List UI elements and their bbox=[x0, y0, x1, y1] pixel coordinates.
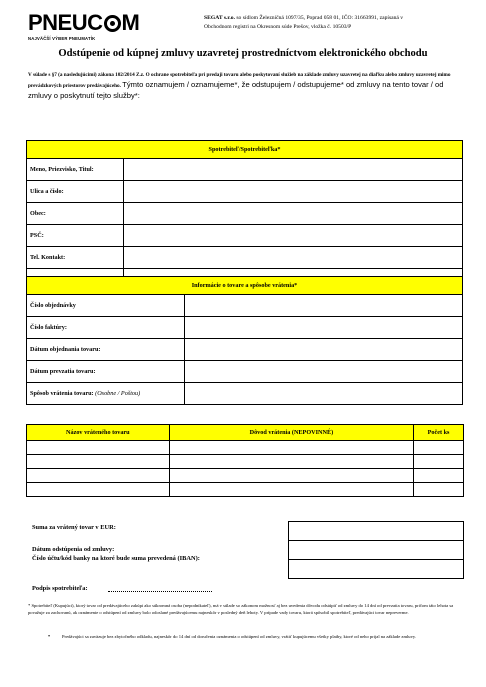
refund-amount-field[interactable] bbox=[289, 522, 464, 541]
goods-name-cell[interactable] bbox=[27, 483, 170, 497]
receipt-date-label: Dátum prevzatia tovaru: bbox=[27, 361, 185, 383]
consumer-zip-label: PSČ: bbox=[27, 225, 124, 247]
withdrawal-date-field[interactable] bbox=[289, 541, 464, 560]
goods-name-cell[interactable] bbox=[27, 469, 170, 483]
withdrawal-date-label: Dátum odstúpenia od zmluvy: bbox=[32, 546, 115, 553]
bullet-icon: • bbox=[48, 634, 51, 640]
table-row bbox=[27, 483, 464, 497]
consumer-street-label: Ulica a číslo: bbox=[27, 181, 124, 203]
table-row bbox=[27, 441, 464, 455]
signature-label: Podpis spotrebiteľa: bbox=[32, 585, 88, 592]
bank-account-field[interactable] bbox=[289, 560, 464, 579]
company-info bbox=[204, 14, 466, 32]
consumer-phone-field[interactable] bbox=[123, 247, 462, 269]
signature-line[interactable] bbox=[108, 591, 212, 592]
quantity-cell[interactable] bbox=[414, 441, 464, 455]
company-name: SEGAT s.r.o. bbox=[204, 15, 235, 21]
company-registry: Obchodnom registri na Okresnom súde Prešov, vložka č. 10503/P bbox=[204, 24, 352, 30]
goods-name-cell[interactable] bbox=[27, 441, 170, 455]
page-header bbox=[28, 12, 464, 46]
consumer-phone-label: Tel. Kontakt: bbox=[27, 247, 124, 269]
goods-info-header: Informácie o tovare a spôsobe vrátenia* bbox=[27, 277, 463, 295]
order-number-label: Číslo objednávky bbox=[27, 295, 185, 317]
goods-info-table bbox=[26, 276, 463, 405]
table-row bbox=[27, 469, 464, 483]
consumer-table-header: Spotrebiteľ/Spotrebiteľka* bbox=[27, 141, 463, 159]
logo-text-left: PNEUC bbox=[28, 10, 103, 35]
consumer-city-label: Obec: bbox=[27, 203, 124, 225]
col-quantity: Počet ks bbox=[414, 425, 464, 441]
quantity-cell[interactable] bbox=[414, 483, 464, 497]
receipt-date-field[interactable] bbox=[184, 361, 462, 383]
refund-policy-text: Predávajúci sa zaväzuje bez zbytočného odkladu, najneskôr do 14 dní od doručenia oznámenia o odstúpení od zmluvy, vrátiť kupujúcemu všetky platby, ktoré od neho prijal na základe zmluvy. bbox=[62, 634, 417, 639]
return-method-hint: (Osobne / Poštou) bbox=[95, 390, 141, 397]
return-reason-cell[interactable] bbox=[169, 441, 413, 455]
col-goods-name: Názov vráteného tovaru bbox=[27, 425, 170, 441]
quantity-cell[interactable] bbox=[414, 469, 464, 483]
col-return-reason: Dôvod vrátenia (NEPOVINNÉ) bbox=[169, 425, 413, 441]
consumer-zip-field[interactable] bbox=[123, 225, 462, 247]
return-reason-cell[interactable] bbox=[169, 469, 413, 483]
list-item bbox=[42, 633, 462, 640]
goods-name-cell[interactable] bbox=[27, 455, 170, 469]
return-method-field[interactable] bbox=[184, 383, 462, 405]
order-date-field[interactable] bbox=[184, 339, 462, 361]
table-row bbox=[27, 455, 464, 469]
company-logo bbox=[28, 12, 158, 46]
consumer-street-field[interactable] bbox=[123, 181, 462, 203]
logo-text-right: M bbox=[121, 10, 140, 35]
document-title: Odstúpenie od kúpnej zmluvy uzavretej prostredníctvom elektronického obchodu bbox=[58, 48, 428, 59]
return-reason-cell[interactable] bbox=[169, 455, 413, 469]
order-date-label: Dátum objednania tovaru: bbox=[27, 339, 185, 361]
consumer-city-field[interactable] bbox=[123, 203, 462, 225]
consumer-name-label: Meno, Priezvisko, Titul: bbox=[27, 159, 124, 181]
logo-tagline: NAJVÄČŠÍ VÝBER PNEUMATÍK bbox=[28, 36, 96, 41]
order-number-field[interactable] bbox=[184, 295, 462, 317]
invoice-number-field[interactable] bbox=[184, 317, 462, 339]
returned-goods-table bbox=[26, 424, 464, 497]
logo-tire-icon bbox=[104, 15, 121, 32]
intro-paragraph bbox=[28, 70, 464, 102]
intro-declaration: Týmto oznamujem / oznamujeme*, že odstupujem / odstupujeme* od zmluvy na tento tovar / od zmluvy o poskytnutí tejto služby*: bbox=[28, 80, 444, 100]
return-method-label: Spôsob vrátenia tovaru: (Osobne / Poštou) bbox=[27, 383, 185, 405]
return-reason-cell[interactable] bbox=[169, 483, 413, 497]
consumer-name-field[interactable] bbox=[123, 159, 462, 181]
intro-legal-text: V súlade s §7 (a nasledujúcimi) zákona 102/2014 Z.z. O ochrane spotrebiteľa pri predaji tovaru alebo poskytovaní služieb na základe zmluvy uzavretej na diaľku alebo zmluvy uzavretej mimo prevádzkových priestorov predávajúceho. bbox=[28, 72, 451, 89]
summary-fields bbox=[288, 521, 464, 579]
consumer-table bbox=[26, 140, 463, 291]
refund-amount-label: Suma za vrátený tovar v EUR: bbox=[32, 524, 116, 531]
quantity-cell[interactable] bbox=[414, 455, 464, 469]
bank-account-label: Číslo účtu/kód banky na ktoré bude suma prevedená (IBAN): bbox=[32, 555, 200, 562]
footnote: * Spotrebiteľ (Kupujúci), ktorý tovar od predávajúceho zakúpi ako súkromná osoba (nepodnikateľ), má v súlade so zákonom možnosť aj bez uvedenia dôvodu odstúpiť od zmluvy do 14 dní od prevzatia tovaru, pričom táto lehota sa považuje za zachovanú, ak oznámenie o odstúpení od zmluvy bolo odoslané predávajúcemu najneskôr v posledný deň lehoty. V prípade vady tovaru, ktorá spôsobil spotrebiteľ, predávajúci tovar nepreverme. bbox=[28, 603, 454, 616]
company-address: so sídlom Železničná 1097/35, Poprad 058 01, IČO: 31663991, zapísaná v bbox=[234, 15, 404, 21]
invoice-number-label: Číslo faktúry: bbox=[27, 317, 185, 339]
